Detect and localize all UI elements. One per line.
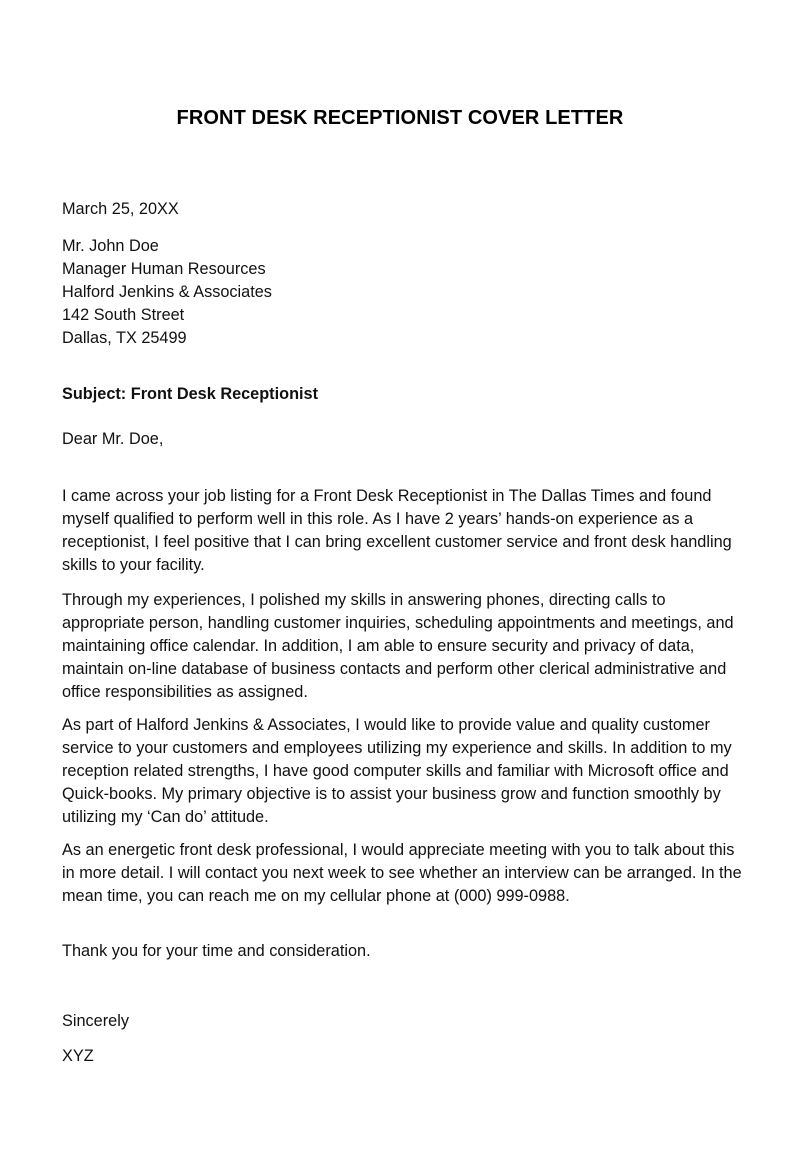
- letter-date: March 25, 20XX: [62, 200, 179, 218]
- body-paragraph-2: Through my experiences, I polished my skills in answering phones, directing calls to appropriate person, handling customer inquiries, scheduling appointments and meetings, and maintaining office calendar. In addition, I am able to ensure security and privacy of data, maintain on-line database of business contacts and perform other clerical administrative and office responsibilities as assigned.: [62, 591, 734, 701]
- body-paragraph-4: As an energetic front desk professional, I would appreciate meeting with you to talk about this in more detail. I will contact you next week to see whether an interview can be arranged. In the mean time, you can reach me on my cellular phone at (000) 999-0988.: [62, 841, 742, 905]
- signer-name: XYZ: [62, 1047, 94, 1065]
- letter-subject: Subject: Front Desk Receptionist: [62, 385, 319, 403]
- recipient-address-block: [62, 235, 742, 350]
- recipient-street: 142 South Street: [62, 306, 185, 324]
- closing-line: Thank you for your time and consideration.: [62, 942, 371, 960]
- recipient-position: Manager Human Resources: [62, 260, 266, 278]
- letter-title: FRONT DESK RECEPTIONIST COVER LETTER: [176, 107, 624, 129]
- body-paragraph-3: As part of Halford Jenkins & Associates, I would like to provide value and quality customer service to your customers and employees utilizing my experience and skills. In addition to my reception related strengths, I have good computer skills and familiar with Microsoft office and Quick-books. My primary objective is to assist your business grow and function smoothly by utilizing my ‘Can do’ attitude.: [62, 716, 732, 826]
- signoff: Sincerely: [62, 1012, 129, 1030]
- letter-salutation: Dear Mr. Doe,: [62, 430, 164, 448]
- recipient-company: Halford Jenkins & Associates: [62, 283, 272, 301]
- recipient-name: Mr. John Doe: [62, 237, 159, 255]
- recipient-city-state-zip: Dallas, TX 25499: [62, 329, 187, 347]
- body-paragraph-1: I came across your job listing for a Front Desk Receptionist in The Dallas Times and found myself qualified to perform well in this role. As I have 2 years’ hands-on experience as a receptionist, I feel positive that I can bring excellent customer service and front desk handling skills to your facility.: [62, 487, 732, 574]
